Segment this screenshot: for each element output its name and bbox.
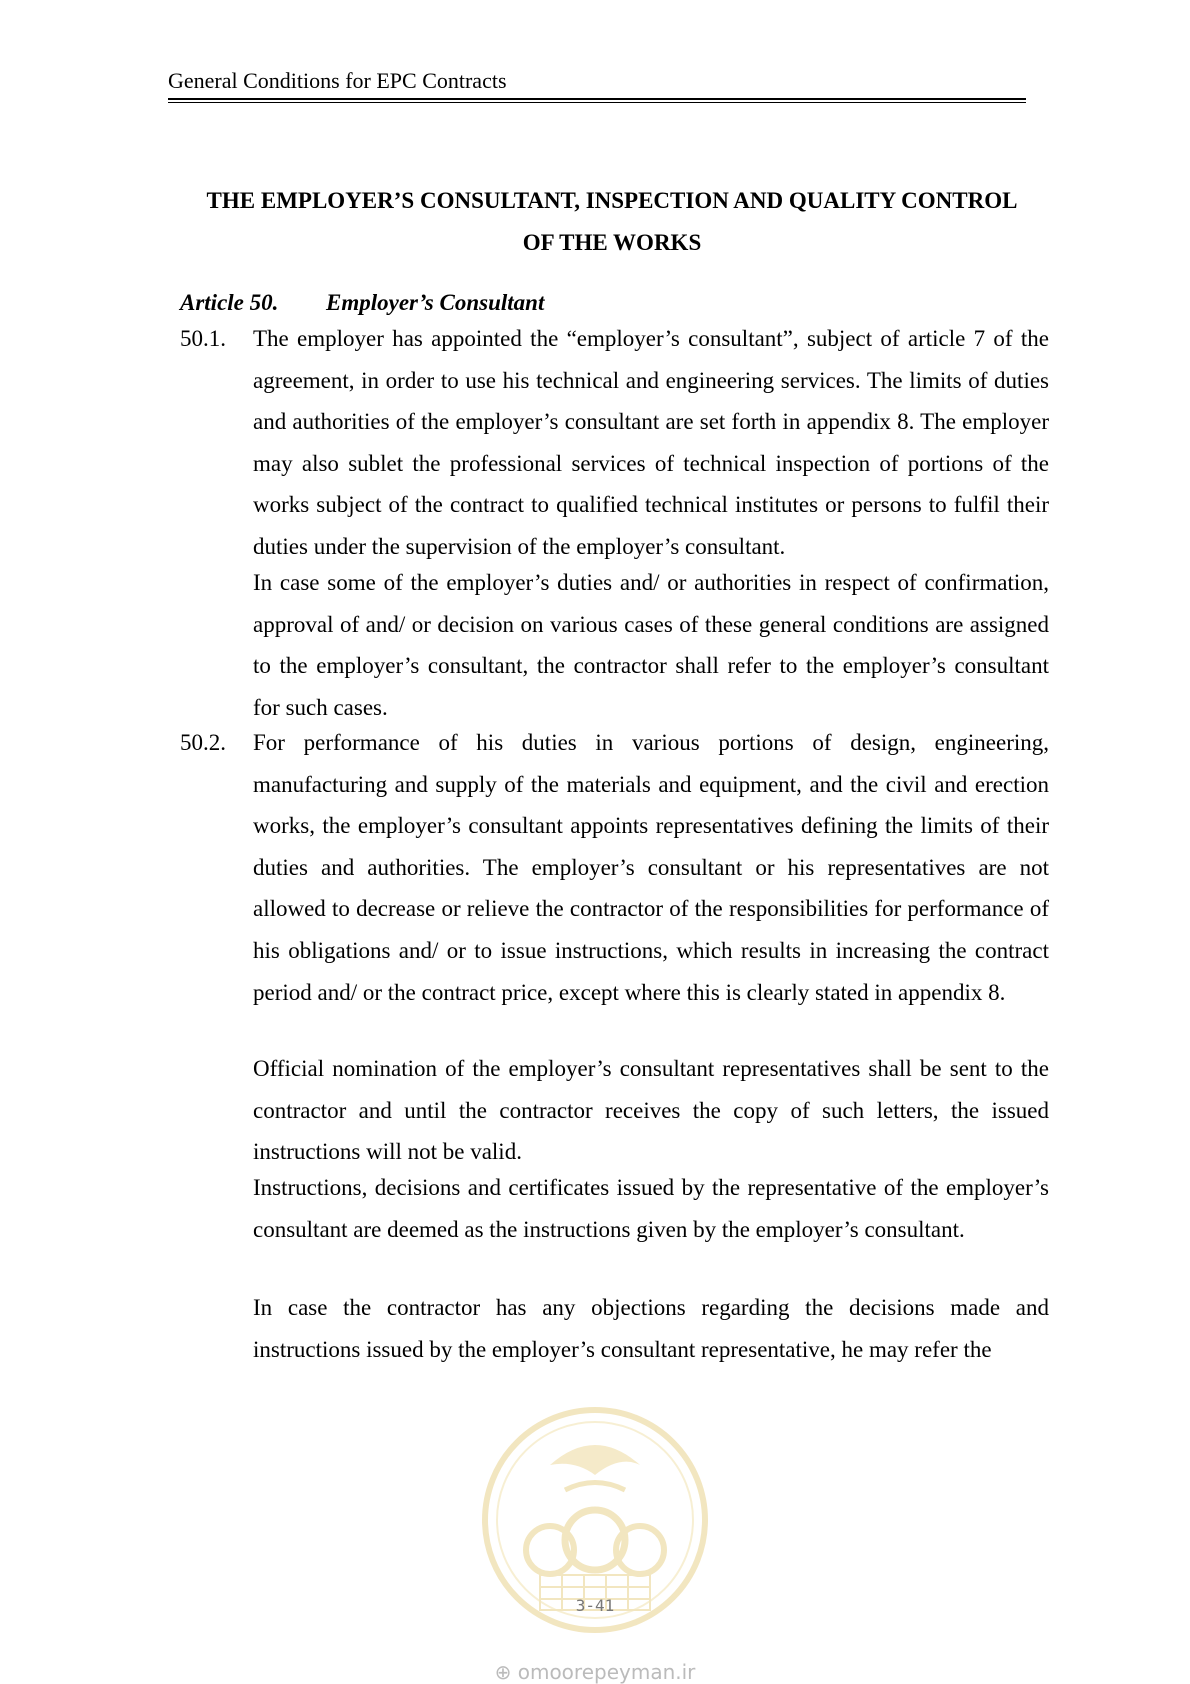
clause-50-1-paragraph-2: In case some of the employer’s duties and/ or authorities in respect of confirmation, approval of and/ or decision on various cases of these general conditions are assigned to the employer’s consultant, the contractor shall refer to the employer’s consultant for such cases.: [253, 570, 1049, 720]
clause-50-1-paragraph-1: The employer has appointed the “employer’s consultant”, subject of article 7 of the agreement, in order to use his technical and engineering services. The limits of duties and authorities of the employer’s consultant are set forth in appendix 8. The employer may also sublet the professional services of technical inspection of portions of the works subject of the contract to qualified technical institutes or persons to fulfil their duties under the supervision of the employer’s consultant.: [253, 326, 1049, 559]
clause-50-2-paragraph-4: In case the contractor has any objections regarding the decisions made and instructions issued by the employer’s consultant representative, he may refer the: [253, 1295, 1049, 1362]
article-number: Article 50.: [180, 290, 279, 315]
clause-50-2-paragraph-1: For performance of his duties in various portions of design, engineering, manufacturing and supply of the materials and equipment, and the civil and erection works, the employer’s consultant appoints representatives defining the limits of their duties and authorities. The employer’s consultant or his representatives are not allowed to decrease or relieve the contractor of the responsibilities for performance of his obligations and/ or to issue instructions, which results in increasing the contract period and/ or the contract price, except where this is clearly stated in appendix 8.: [253, 730, 1049, 1005]
clause-50-2-paragraph-2: Official nomination of the employer’s consultant representatives shall be sent to the contractor and until the contractor receives the copy of such letters, the issued instructions will not be valid.: [253, 1056, 1049, 1165]
section-title: [168, 180, 1056, 264]
article-title: Employer’s Consultant: [326, 290, 545, 315]
section-title-line-1: THE EMPLOYER’S CONSULTANT, INSPECTION AND QUALITY CONTROL: [206, 188, 1018, 213]
clause-number-50-2: 50.2.: [180, 730, 226, 755]
header-double-rule: [168, 98, 1026, 103]
page-number: 3-41: [575, 1596, 615, 1615]
site-watermark-text: omoorepeyman.ir: [517, 1660, 696, 1684]
running-header: General Conditions for EPC Contracts: [168, 68, 507, 93]
globe-icon: ⊕: [494, 1660, 512, 1684]
section-title-line-2: OF THE WORKS: [522, 230, 702, 255]
site-watermark: [0, 1660, 1190, 1684]
clause-number-50-1: 50.1.: [180, 326, 226, 351]
clause-50-2-paragraph-3: Instructions, decisions and certificates issued by the representative of the employer’s consultant are deemed as the instructions given by the employer’s consultant.: [253, 1175, 1049, 1242]
article-heading: [180, 289, 544, 317]
